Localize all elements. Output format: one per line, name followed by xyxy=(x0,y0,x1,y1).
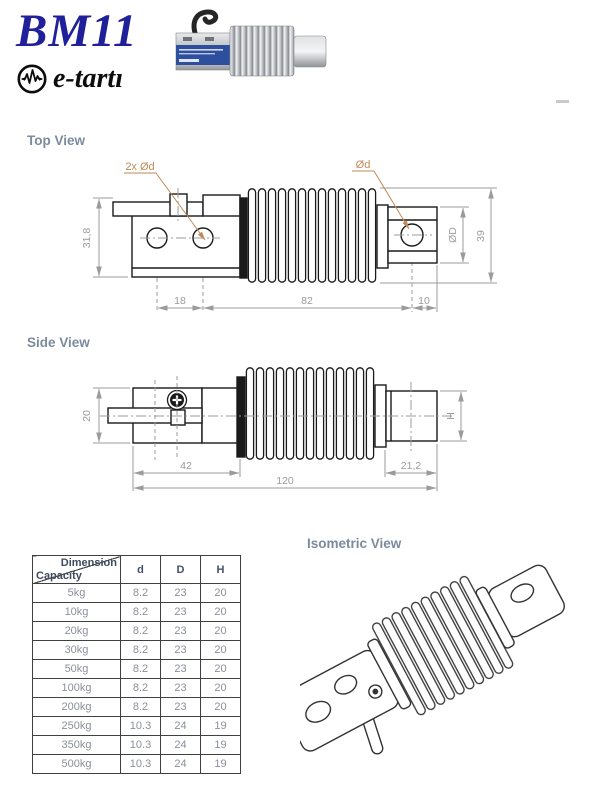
dimension-table xyxy=(32,555,241,774)
table-row xyxy=(33,736,241,755)
dim-31-8: 31,8 xyxy=(81,227,93,249)
capacity-cell: 350kg xyxy=(33,736,121,755)
callout-2x-od: 2x Ød xyxy=(125,161,155,173)
capacity-cell: 50kg xyxy=(33,660,121,679)
value-cell: 24 xyxy=(161,736,201,755)
corner-dimension-label: Dimension xyxy=(60,557,117,569)
top-view-drawing xyxy=(80,158,505,318)
corner-capacity-label: Capacity xyxy=(36,570,82,582)
value-cell: 10.3 xyxy=(121,736,161,755)
value-cell: 20 xyxy=(201,622,241,641)
value-cell: 8.2 xyxy=(121,641,161,660)
isometric-drawing xyxy=(300,552,580,782)
col-d: d xyxy=(121,556,161,584)
value-cell: 23 xyxy=(161,660,201,679)
top-view-label: Top View xyxy=(27,133,86,148)
value-cell: 19 xyxy=(201,736,241,755)
table-row xyxy=(33,641,241,660)
isometric-part xyxy=(300,552,580,782)
value-cell: 23 xyxy=(161,679,201,698)
capacity-cell: 20kg xyxy=(33,622,121,641)
value-cell: 23 xyxy=(161,603,201,622)
value-cell: 20 xyxy=(201,603,241,622)
table-header-row xyxy=(33,556,241,584)
table-row xyxy=(33,698,241,717)
isometric-view-label: Isometric View xyxy=(307,536,402,551)
value-cell: 23 xyxy=(161,584,201,603)
value-cell: 20 xyxy=(201,698,241,717)
value-cell: 8.2 xyxy=(121,698,161,717)
value-cell: 19 xyxy=(201,717,241,736)
value-cell: 19 xyxy=(201,755,241,774)
dim-20: 20 xyxy=(81,410,93,422)
value-cell: 20 xyxy=(201,584,241,603)
table-row xyxy=(33,755,241,774)
capacity-cell: 200kg xyxy=(33,698,121,717)
value-cell: 24 xyxy=(161,717,201,736)
table-row xyxy=(33,603,241,622)
value-cell: 23 xyxy=(161,698,201,717)
side-view-drawing xyxy=(80,360,505,500)
bellows xyxy=(230,26,294,76)
page-dash xyxy=(556,100,569,103)
cable xyxy=(194,12,216,36)
product-title: BM11 xyxy=(16,5,138,57)
dim-18: 18 xyxy=(174,295,186,307)
value-cell: 23 xyxy=(161,641,201,660)
table-row xyxy=(33,717,241,736)
capacity-cell: 5kg xyxy=(33,584,121,603)
capacity-cell: 100kg xyxy=(33,679,121,698)
table-row xyxy=(33,584,241,603)
value-cell: 20 xyxy=(201,641,241,660)
callout-od: Ød xyxy=(355,159,371,171)
value-cell: 8.2 xyxy=(121,584,161,603)
dim-82: 82 xyxy=(301,295,313,307)
capacity-cell: 250kg xyxy=(33,717,121,736)
capacity-cell: 10kg xyxy=(33,603,121,622)
value-cell: 8.2 xyxy=(121,622,161,641)
table-row xyxy=(33,679,241,698)
value-cell: 20 xyxy=(201,679,241,698)
dim-10: 10 xyxy=(418,295,430,307)
value-cell: 23 xyxy=(161,622,201,641)
dim-120: 120 xyxy=(276,475,294,487)
top-view-part xyxy=(113,188,437,283)
col-h: H xyxy=(201,556,241,584)
value-cell: 10.3 xyxy=(121,717,161,736)
table-row xyxy=(33,622,241,641)
right-cap xyxy=(294,36,326,67)
value-cell: 24 xyxy=(161,755,201,774)
dim-39: 39 xyxy=(475,230,487,242)
table-row xyxy=(33,660,241,679)
corner-cell xyxy=(33,556,121,584)
capacity-cell: 500kg xyxy=(33,755,121,774)
brand-logo xyxy=(15,62,123,96)
value-cell: 8.2 xyxy=(121,603,161,622)
capacity-cell: 30kg xyxy=(33,641,121,660)
waveform-logo-icon xyxy=(15,62,49,96)
brand-name-label: e-tartı xyxy=(53,63,123,94)
dim-big-d: ØD xyxy=(447,227,459,243)
dim-42: 42 xyxy=(180,460,192,472)
col-big-d: D xyxy=(161,556,201,584)
value-cell: 8.2 xyxy=(121,679,161,698)
dim-21-2: 21,2 xyxy=(400,460,422,472)
value-cell: 20 xyxy=(201,660,241,679)
value-cell: 10.3 xyxy=(121,755,161,774)
value-cell: 8.2 xyxy=(121,660,161,679)
product-photo xyxy=(158,8,338,88)
side-view-part xyxy=(108,367,437,460)
dim-h: H xyxy=(445,412,457,420)
side-view-label: Side View xyxy=(27,335,90,350)
